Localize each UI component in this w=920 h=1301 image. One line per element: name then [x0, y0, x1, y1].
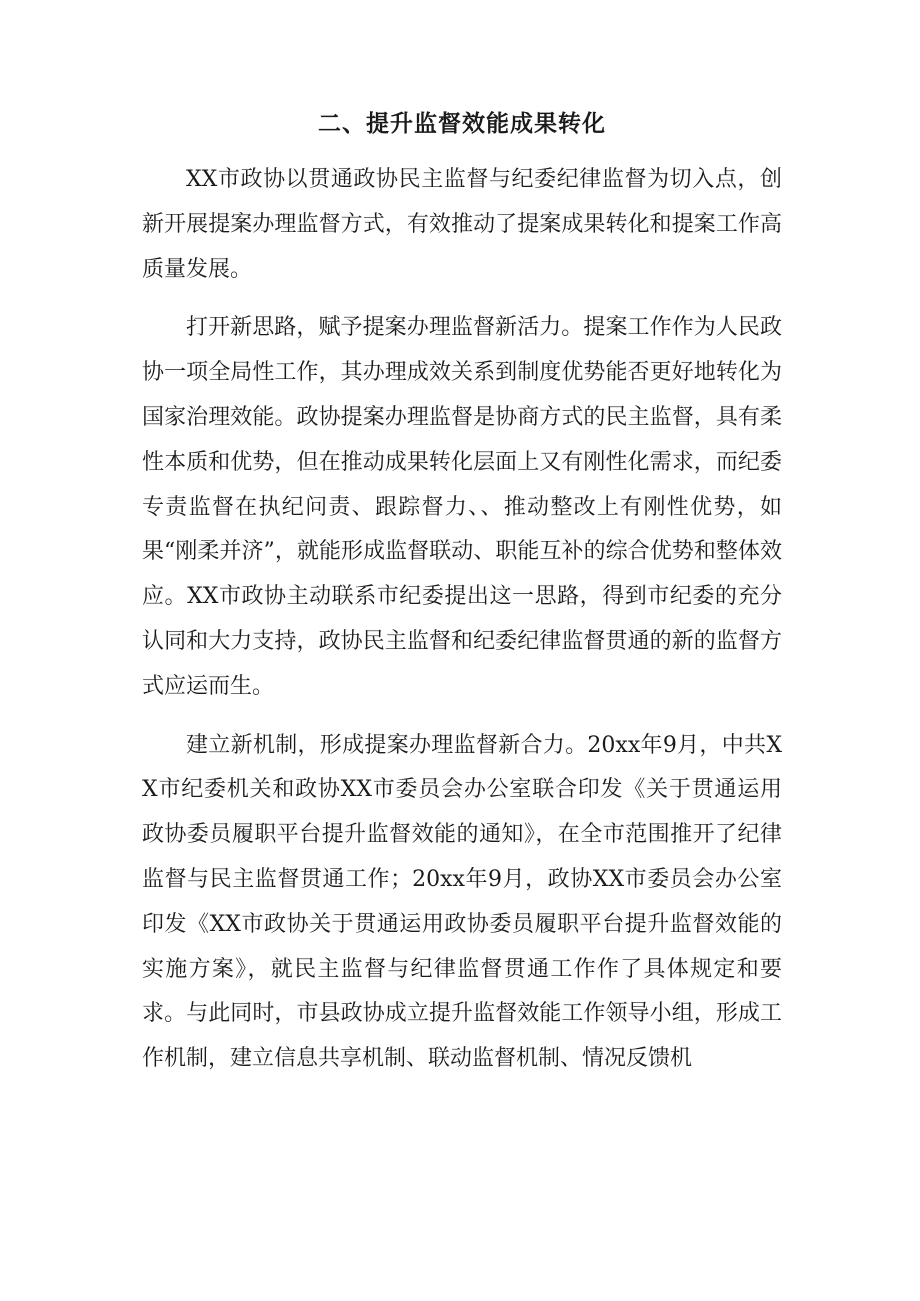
- body-paragraph-3: 建立新机制，形成提案办理监督新合力。20xx年9月，中共XX市纪委机关和政协XX市委员会办公室联合印发《关于贯通运用政协委员履职平台提升监督效能的通知》，在全市范围推开了纪律监督与民主监督贯通工作；20xx年9月，政协XX市委员会办公室印发《XX市政协关于贯通运用政协委员履职平台提升监督效能的实施方案》，就民主监督与纪律监督贯通工作作了具体规定和要求。与此同时，市县政协成立提升监督效能工作领导小组，形成工作机制，建立信息共享机制、联动监督机制、情况反馈机: [142, 732, 782, 1072]
- body-paragraph-1: XX市政协以贯通政协民主监督与纪委纪律监督为切入点，创新开展提案办理监督方式，有效推动了提案成果转化和提案工作高质量发展。: [142, 167, 782, 282]
- body-paragraph-2: 打开新思路，赋予提案办理监督新活力。提案工作作为人民政协一项全局性工作，其办理成效关系到制度优势能否更好地转化为国家治理效能。政协提案办理监督是协商方式的民主监督，具有柔性本质和优势，但在推动成果转化层面上又有刚性化需求，而纪委专责监督在执纪问责、跟踪督力、、推动整改上有刚性优势，如果“刚柔并济”，就能形成监督联动、职能互补的综合优势和整体效应。XX市政协主动联系市纪委提出这一思路，得到市纪委的充分认同和大力支持，政协民主监督和纪委纪律监督贯通的新的监督方式应运而生。: [142, 315, 782, 699]
- section-title: 二、提升监督效能成果转化: [318, 110, 606, 137]
